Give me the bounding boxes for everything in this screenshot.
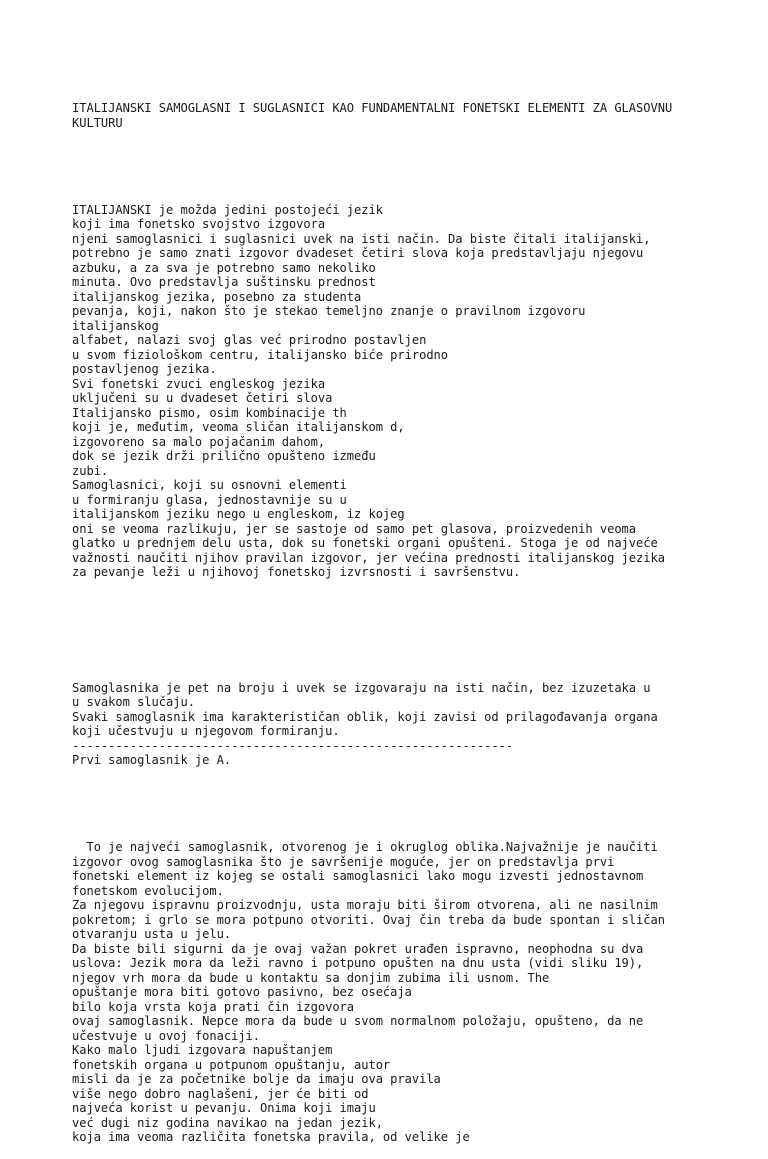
text-line: izgovor ovog samoglasnika što je savršenije moguće, jer on predstavlja prvi [72, 854, 615, 869]
text-line: Za njegovu ispravnu proizvodnju, usta moraju biti širom otvorena, ali ne nasilnim [72, 898, 658, 912]
vowels-paragraph [72, 681, 712, 768]
text-line: u formiranju glasa, jednostavnije su u [72, 492, 347, 507]
text-line: bilo koja vrsta koja prati čin izgovora [72, 999, 355, 1014]
text-line: italijanskom jeziku nego u engleskom, iz kojeg [72, 507, 405, 521]
text-line: u svakom slučaju. [72, 695, 195, 709]
text-line: zubi. [72, 463, 109, 478]
text-line: važnosti naučiti njihov pravilan izgovor, jer većina prednosti italijanskog jezika [72, 550, 665, 565]
text-line: potrebno je samo znati izgovor dvadeset četiri slova koja predstavljaju njegovu [72, 246, 644, 260]
spacer [72, 797, 712, 812]
title-line: ITALIJANSKI SAMOGLASNI I SUGLASNICI KAO FUNDAMENTALNI FONETSKI ELEMENTI ZA GLASOVNU [72, 101, 673, 115]
spacer [72, 159, 712, 174]
text-line: To je najveći samoglasnik, otvorenog je i okruglog oblika.Najvažnije je naučiti [72, 840, 658, 854]
text-line: za pevanje leži u njihovoj fonetskoj izvrsnosti i savršenstvu. [72, 565, 521, 579]
text-line: minuta. Ovo predstavlja suštinsku prednost [72, 275, 376, 289]
text-line: otvaranju usta u jelu. [72, 927, 232, 941]
text-line: koja ima veoma različita fonetska pravila, od velike je [72, 1130, 470, 1144]
text-line: u svom fiziološkom centru, italijansko biće prirodno [72, 347, 449, 362]
text-line: pevanja, koji, nakon što je stekao temeljno znanje o pravilnom izgovoru [72, 304, 586, 318]
text-line: koji je, međutim, veoma sličan italijanskom d, [72, 420, 405, 434]
document-title [72, 101, 712, 130]
text-line: Samoglasnici, koji su osnovni elementi [72, 478, 347, 492]
text-line: opuštanje mora biti gotovo pasivno, bez osećaja [72, 985, 412, 999]
text-line: italijanskog [72, 318, 159, 333]
text-line: oni se veoma razlikuju, jer se sastoje od samo pet glasova, proizvedenih veoma [72, 521, 637, 536]
text-line: dok se jezik drži prilično opušteno između [72, 449, 376, 463]
text-line: fonetskom evolucijom. [72, 883, 224, 898]
text-line: fonetskih organa u potpunom opuštanju, autor [72, 1057, 391, 1072]
text-line: više nego dobro naglašeni, jer će biti od [72, 1086, 369, 1101]
text-line: ------------------------------------------------------------- [72, 738, 514, 753]
text-line: njeni samoglasnici i suglasnici uvek na isti način. Da biste čitali italijanski, [72, 231, 651, 246]
text-line: već dugi niz godina navikao na jedan jezik, [72, 1115, 383, 1130]
text-line: misli da je za početnike bolje da imaju ova pravila [72, 1072, 441, 1086]
text-line: azbuku, a za sva je potrebno samo nekoliko [72, 260, 376, 275]
spacer [72, 609, 712, 652]
text-line: Svi fonetski zvuci engleskog jezika [72, 376, 326, 391]
title-line: KULTURU [72, 115, 123, 130]
intro-paragraph [72, 203, 712, 580]
text-line: alfabet, nalazi svoj glas već prirodno postavljen [72, 333, 427, 347]
text-line: koji ima fonetsko svojstvo izgovora [72, 217, 326, 231]
text-line: uslova: Jezik mora da leži ravno i potpuno opušten na dnu usta (vidi sliku 19), [72, 956, 644, 970]
text-line: glatko u prednjem delu usta, dok su fonetski organi opušteni. Stoga je od najveće [72, 536, 658, 550]
text-line: Prvi samoglasnik je A. [72, 753, 232, 767]
text-line: Da biste bili sigurni da je ovaj važan pokret urađen ispravno, neophodna su dva [72, 941, 644, 956]
text-line: učestvuje u ovoj fonaciji. [72, 1028, 261, 1043]
text-line: uključeni su u dvadeset četiri slova [72, 391, 333, 405]
text-line: izgovoreno sa malo pojačanim dahom, [72, 434, 326, 449]
text-line: postavljenog jezika. [72, 362, 217, 376]
text-line: koji učestvuju u njegovom formiranju. [72, 724, 340, 738]
text-line: Kako malo ljudi izgovara napuštanjem [72, 1043, 333, 1057]
text-line: Svaki samoglasnik ima karakterističan oblik, koji zavisi od prilagođavanja organa [72, 709, 658, 724]
document-page [72, 72, 712, 1159]
text-line: Samoglasnika je pet na broju i uvek se izgovaraju na isti način, bez izuzetaka u [72, 680, 651, 695]
text-line: ovaj samoglasnik. Nepce mora da bude u svom normalnom položaju, opušteno, da ne [72, 1014, 644, 1028]
text-line: njegov vrh mora da bude u kontaktu sa donjim zubima ili usnom. The [72, 970, 550, 985]
text-line: fonetski element iz kojeg se ostali samoglasnici lako mogu izvesti jednostavnom [72, 869, 644, 883]
text-line: italijanskog jezika, posebno za studenta [72, 289, 362, 304]
text-line: najveća korist u pevanju. Onima koji imaju [72, 1101, 376, 1115]
text-line: ITALIJANSKI je možda jedini postojeći jezik [72, 202, 383, 217]
vowel-a-paragraph [72, 840, 712, 1145]
text-line: Italijansko pismo, osim kombinacije th [72, 405, 347, 420]
text-line: pokretom; i grlo se mora potpuno otvoriti. Ovaj čin treba da bude spontan i sličan [72, 912, 665, 927]
